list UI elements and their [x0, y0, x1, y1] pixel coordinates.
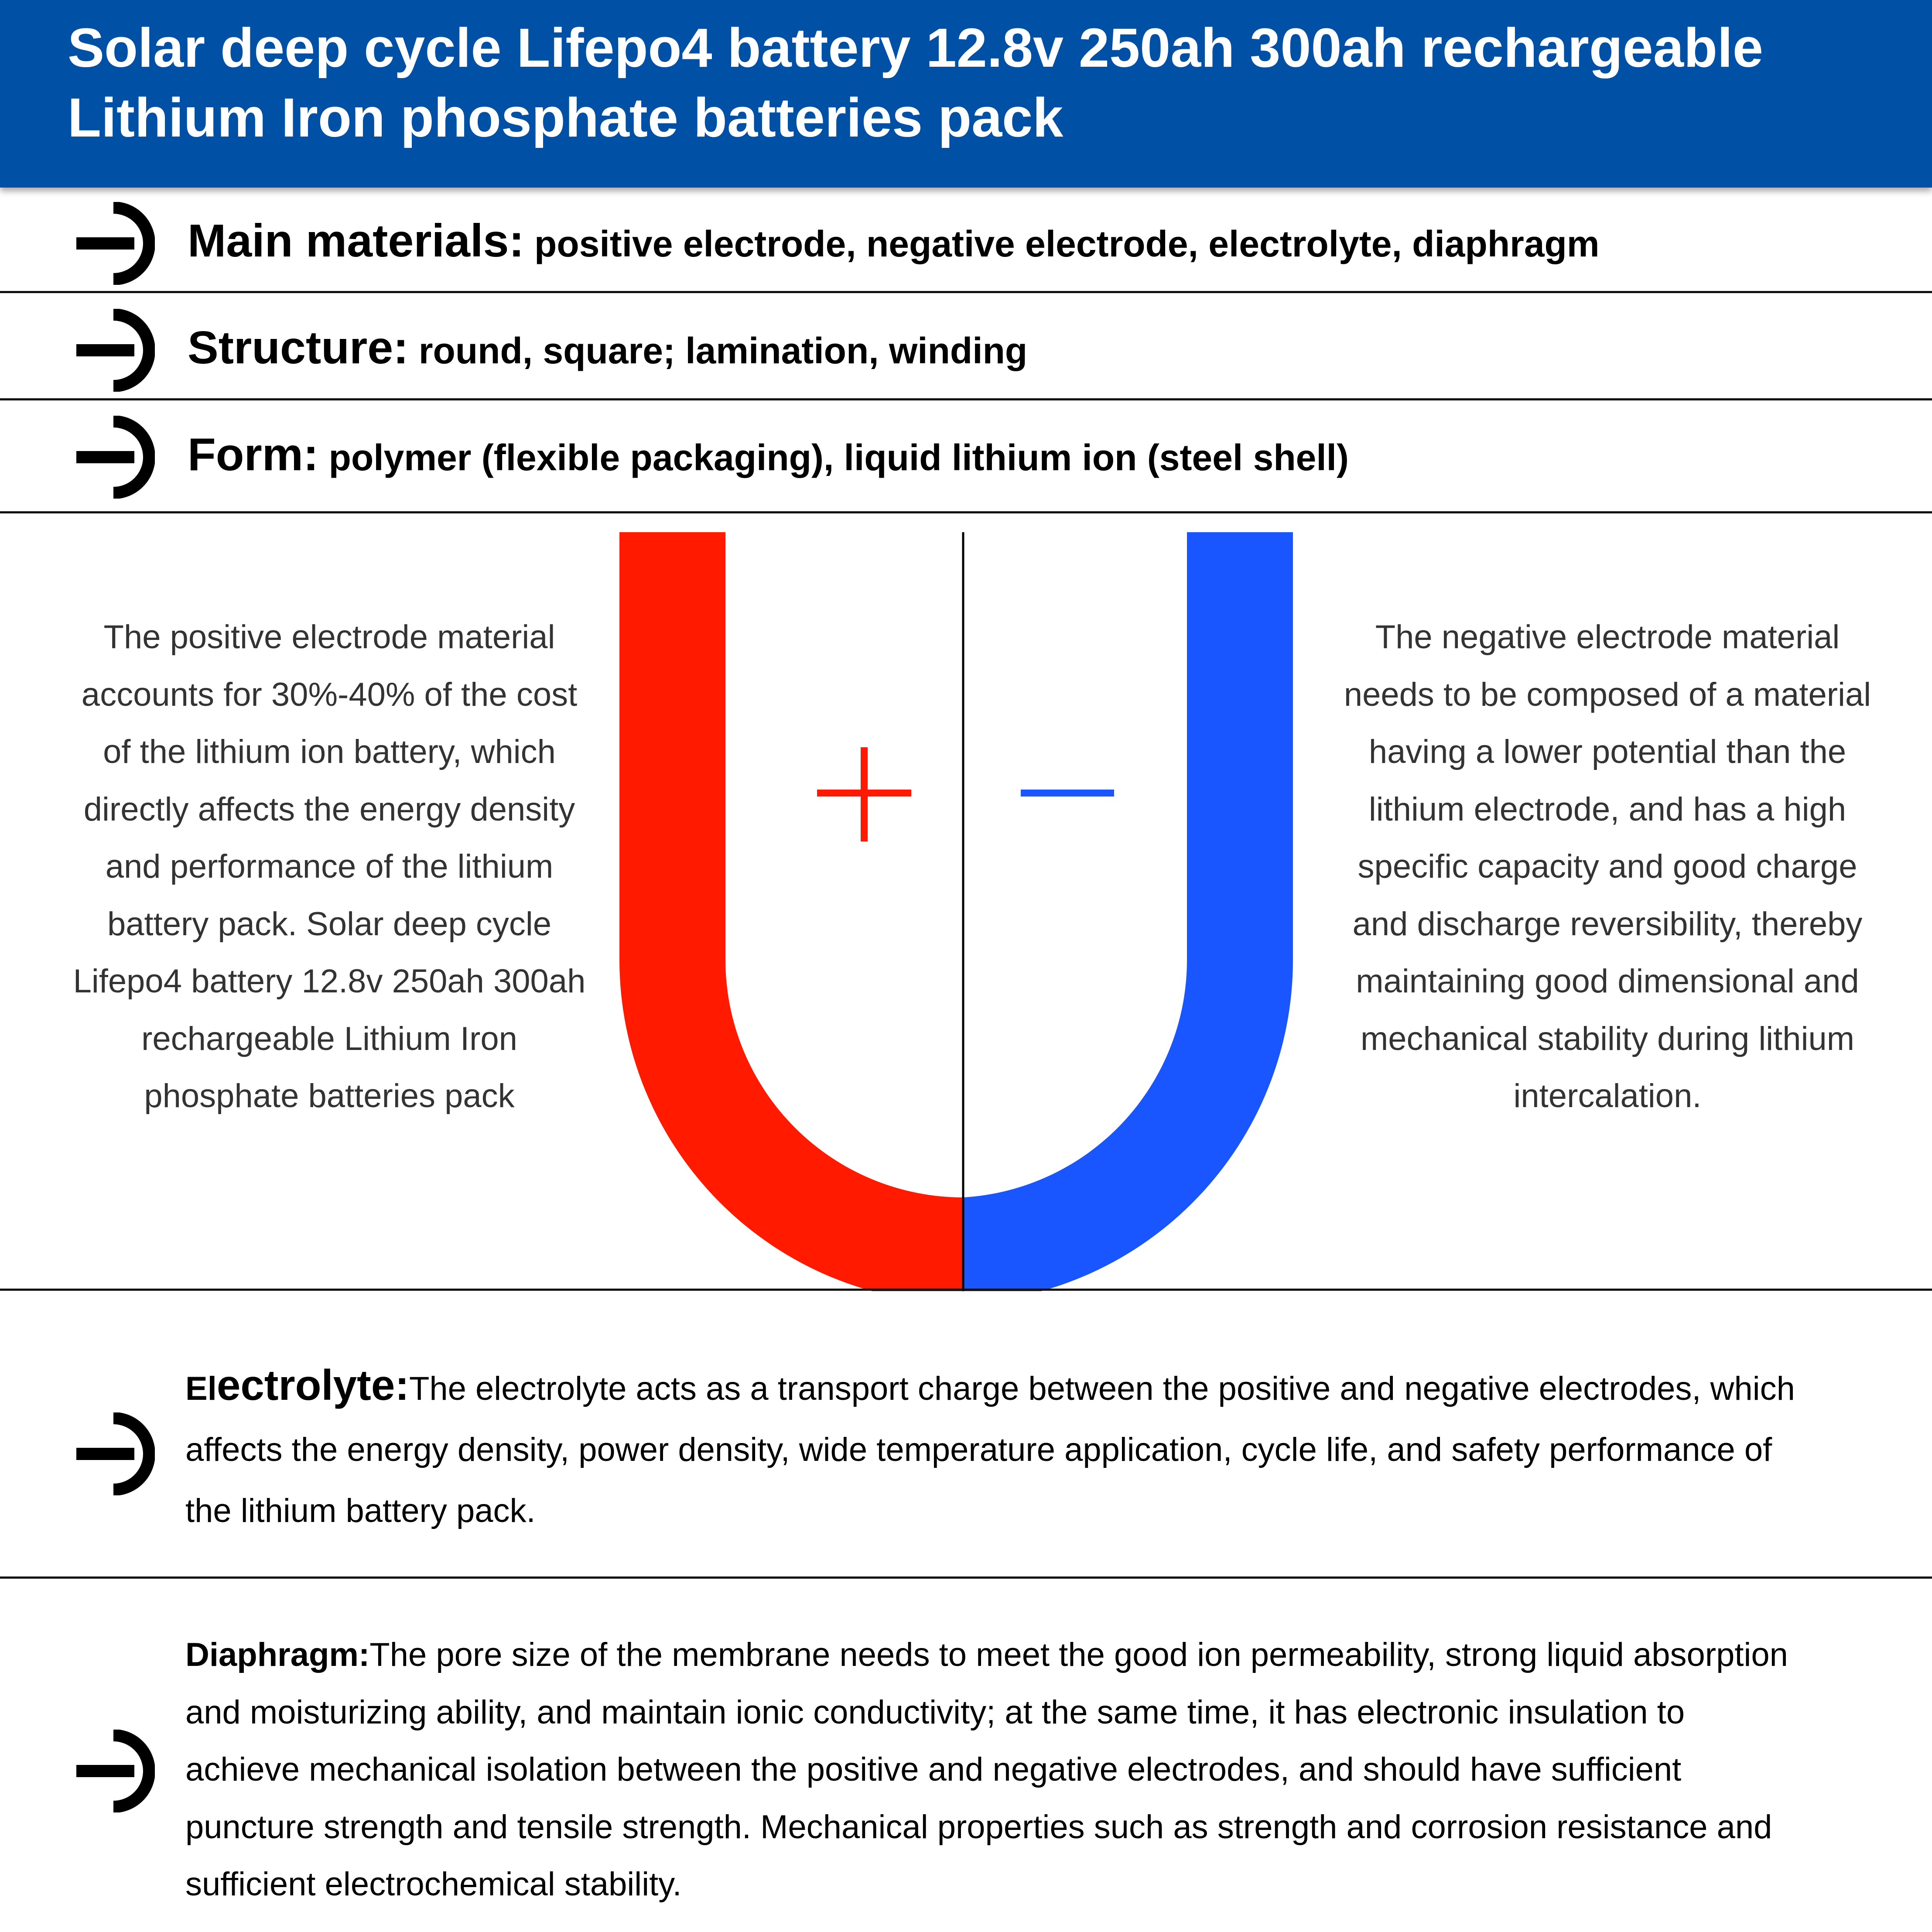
divider — [0, 291, 1932, 293]
diaphragm-label: Diaphragm: — [185, 1636, 370, 1673]
divider — [0, 1289, 1932, 1291]
form-text: polymer (flexible packaging), liquid lithium ion (steel shell) — [318, 437, 1349, 478]
positive-electrode-description: The positive electrode material accounts for 30%-40% of the cost of the lithium ion battery, which directly affects the energy density and performance of the lithium battery pack. Solar deep cycle Lifepo4 battery 12.8v 250ah 300ah rechargeable Lithium Iron phosphate batteries pack — [73, 619, 586, 1115]
arrow-right-bracket-icon — [72, 202, 155, 285]
diaphragm-paragraph — [185, 1626, 1799, 1913]
minus-icon — [1021, 790, 1114, 797]
positive-electrode-shape — [619, 532, 963, 1291]
divider — [0, 398, 1932, 400]
arrow-right-bracket-icon — [72, 1412, 155, 1495]
structure-label: Structure: — [188, 322, 409, 373]
electrolyte-text: The electrolyte acts as a transport charge between the positive and negative electrodes, which affects the energy density, power density, wide temperature application, cycle life, and safety performance of the lithium battery pack. — [185, 1370, 1795, 1529]
form-label: Form: — [188, 429, 319, 480]
arrow-right-bracket-icon — [72, 416, 155, 499]
main-materials-label: Main materials: — [188, 215, 524, 267]
header-banner — [0, 0, 1932, 188]
title-line-1: Solar deep cycle Lifepo4 battery 12.8v 250ah 300ah rechargeable — [68, 17, 1763, 79]
structure-text: round, square; lamination, winding — [408, 330, 1028, 371]
arrow-right-bracket-icon — [72, 309, 155, 392]
negative-electrode-shape — [963, 532, 1293, 1291]
main-materials-row — [188, 215, 1600, 267]
plus-icon — [817, 747, 911, 841]
electrolyte-paragraph — [185, 1354, 1799, 1542]
main-materials-text: positive electrode, negative electrode, electrolyte, diaphragm — [524, 223, 1600, 264]
diaphragm-text: The pore size of the membrane needs to meet the good ion permeability, strong liquid absorption and moisturizing ability, and maintain ionic conductivity; at the same time, it has electronic insulation to achieve mechanical isolation between the positive and negative electrodes, and should have sufficient puncture strength and tensile strength. Mechanical properties such as strength and corrosion resistance and sufficient electrochemical stability. — [185, 1636, 1788, 1903]
structure-row — [188, 321, 1027, 374]
arrow-right-bracket-icon — [72, 1730, 155, 1812]
electrode-u-diagram — [619, 532, 1300, 1291]
divider — [0, 511, 1932, 513]
negative-electrode-description: The negative electrode material needs to be composed of a material having a lower potential than the lithium electrode, and has a high specific capacity and good charge and discharge reversibility, thereby maintaining good dimensional and mechanical stability during lithium intercalation. — [1344, 619, 1871, 1115]
electrolyte-label-prefix: El — [185, 1370, 217, 1407]
page-title — [68, 13, 1900, 153]
title-line-2: Lithium Iron phosphate batteries pack — [68, 87, 1063, 148]
divider — [0, 1576, 1932, 1579]
electrolyte-label: ectrolyte: — [216, 1361, 409, 1409]
form-row — [188, 428, 1349, 481]
